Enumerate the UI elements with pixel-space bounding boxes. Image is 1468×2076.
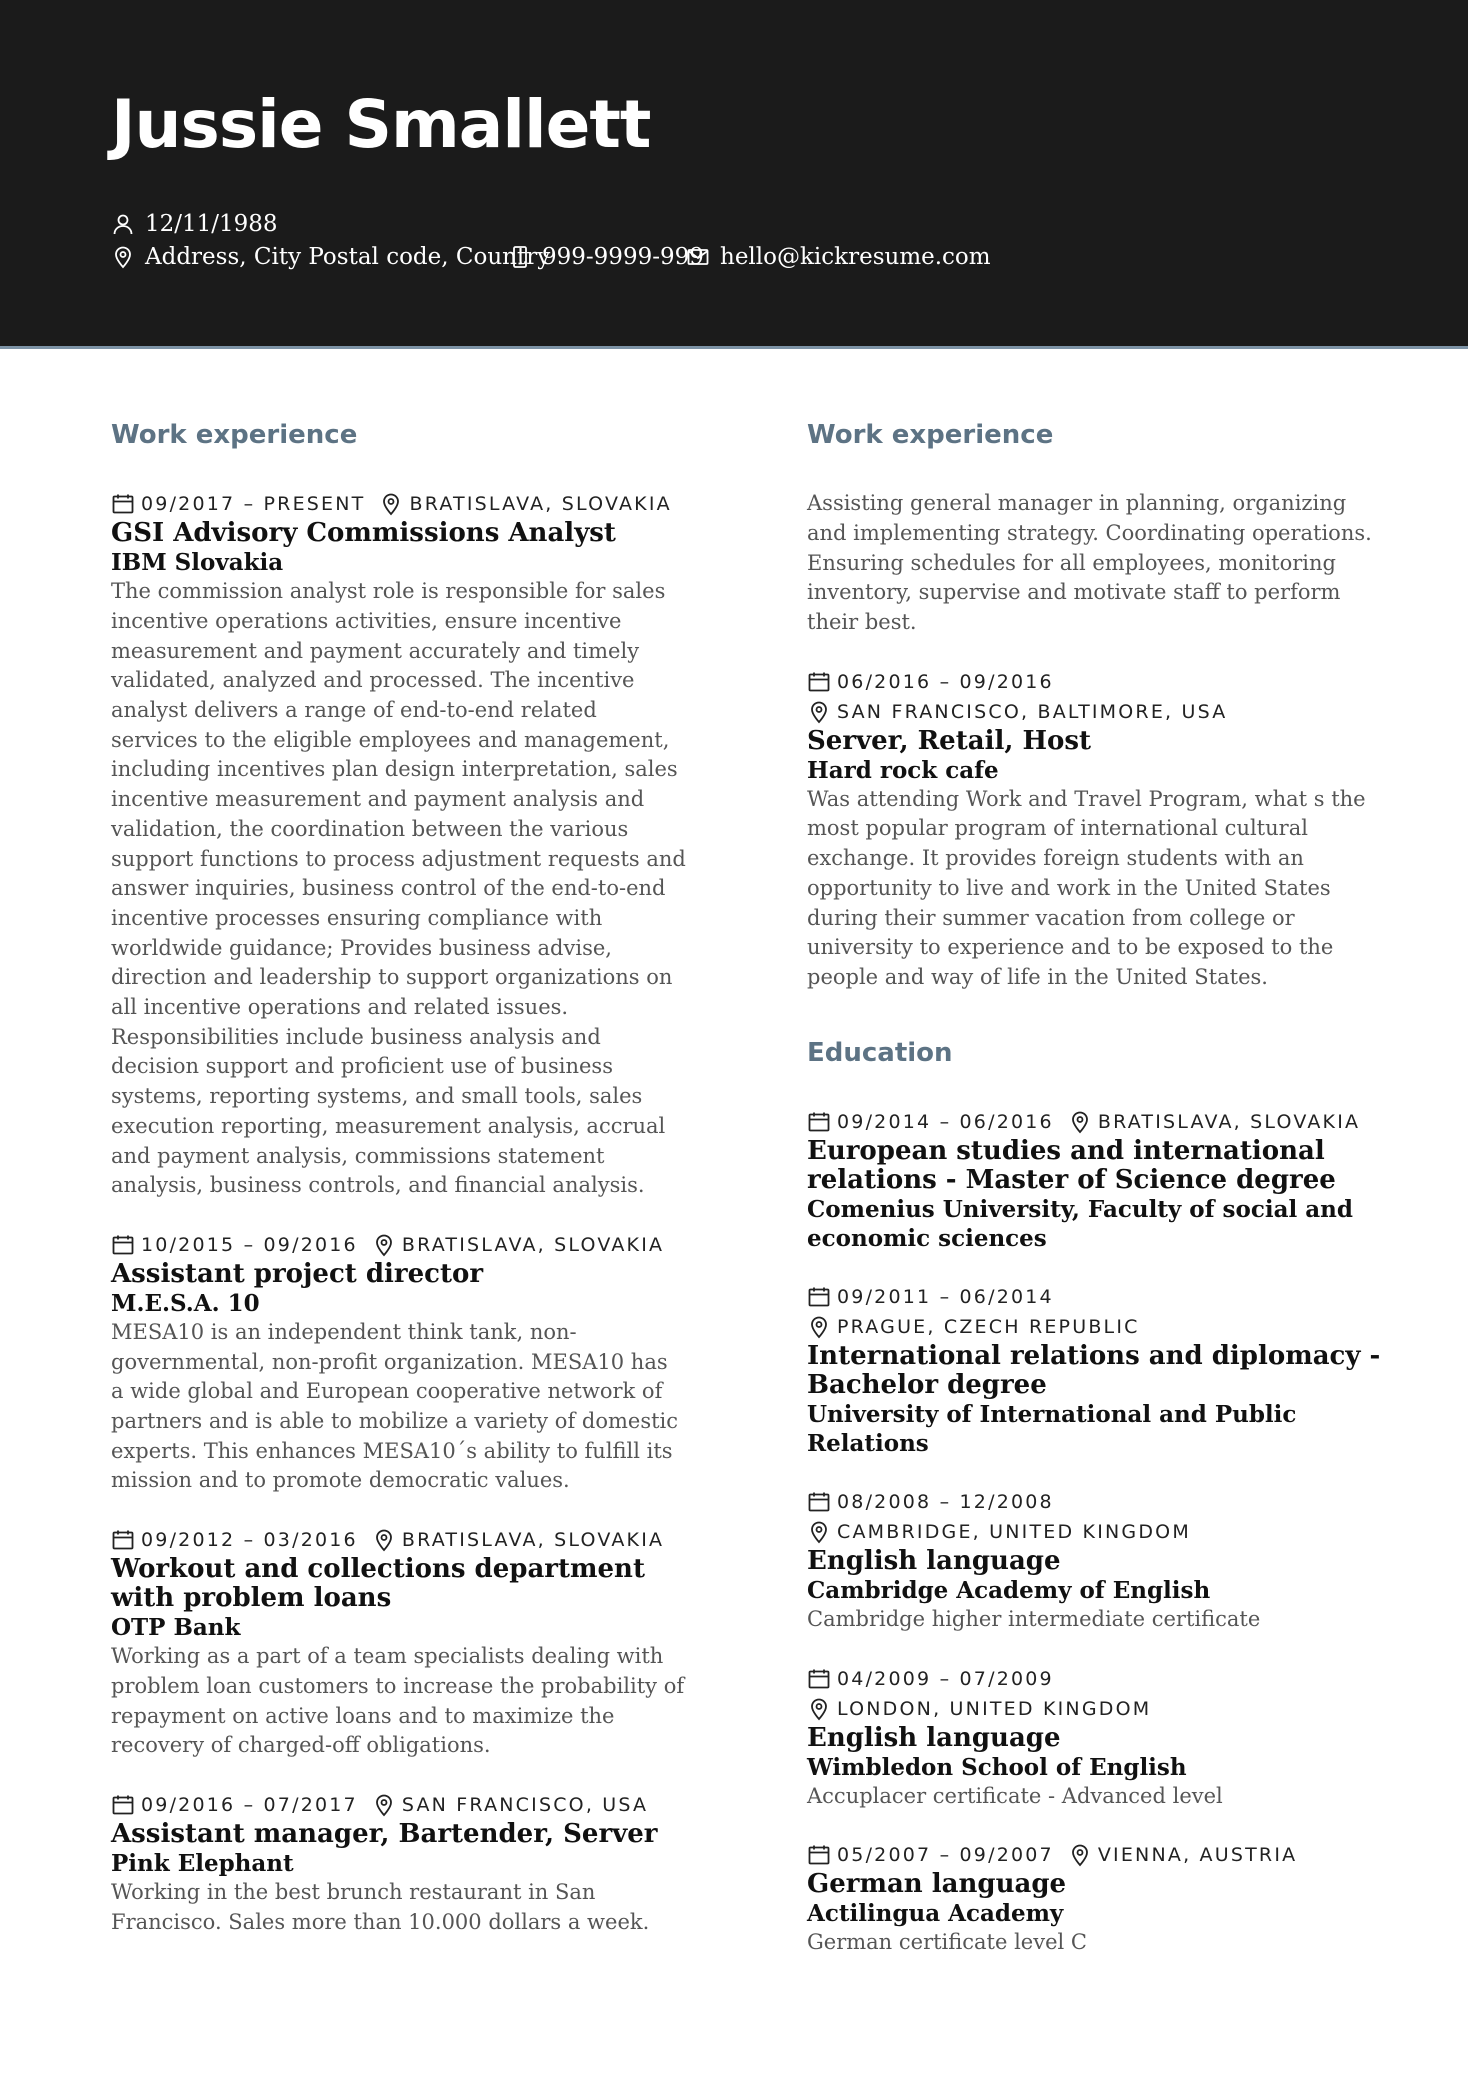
calendar-icon xyxy=(807,1490,831,1514)
entry-location-group xyxy=(1068,1840,1297,1870)
entry-description: Cambridge higher intermediate certificate xyxy=(807,1606,1261,1631)
entry-meta xyxy=(807,667,1387,727)
entry-dates-group xyxy=(807,1840,1054,1870)
entry-location-group xyxy=(372,1230,664,1260)
entry xyxy=(807,1282,1387,1458)
entry-organization: Hard rock cafe xyxy=(807,756,999,784)
entry-meta xyxy=(111,1790,686,1820)
entry-location: SAN FRANCISCO, BALTIMORE, USA xyxy=(837,700,1228,723)
entry-dates: 09/2016 – 07/2017 xyxy=(141,1793,358,1816)
entry-location-group xyxy=(1068,1107,1360,1137)
right-column xyxy=(807,420,1387,1987)
candidate-name: Jussie Smallett xyxy=(111,86,651,163)
entry-location: CAMBRIDGE, UNITED KINGDOM xyxy=(837,1520,1191,1543)
location-pin-icon xyxy=(111,245,135,269)
entry-description: German certificate level C xyxy=(807,1930,1087,1955)
entry-description: The commission analyst role is responsible for sales incentive operations activities, ensure incentive measurement and payment accurately and timely validated, analyzed and processed. The incentive analyst delivers a range of end-to-end related services to the eligible employees and management, including incentives plan design interpretation, sales incentive measurement and payment analysis and validation, the coordination between the various support functions to process adjustment requests and answer inquiries, business control of the end-to-end incentive processes ensuring compliance with worldwide guidance; Provides business advise, direction and leadership to support organizations on all incentive operations and related issues. Responsibilities include business analysis and decision support and proficient use of business systems, reporting systems, and small tools, sales execution reporting, measurement analysis, accrual and payment analysis, commissions statement analysis, business controls, and financial analysis. xyxy=(111,579,686,1198)
entry-organization: Actilingua Academy xyxy=(807,1900,1064,1928)
birthdate-row xyxy=(111,211,278,237)
education-heading: Education xyxy=(807,1037,953,1068)
email-row xyxy=(686,244,991,270)
entry-dates: 06/2016 – 09/2016 xyxy=(837,670,1054,693)
entry-dates-group xyxy=(111,1790,358,1820)
entry-organization: IBM Slovakia xyxy=(111,549,284,577)
entry-dates: 09/2014 – 06/2016 xyxy=(837,1110,1054,1133)
entry xyxy=(111,1525,686,1761)
calendar-icon xyxy=(111,1793,135,1817)
entry-dates-group xyxy=(111,1230,358,1260)
header-band xyxy=(0,0,1468,346)
calendar-icon xyxy=(111,1233,135,1257)
entry-dates: 09/2017 – PRESENT xyxy=(141,493,366,516)
entry-description: Working in the best brunch restaurant in San Francisco. Sales more than 10.000 dollars a week. xyxy=(111,1879,650,1934)
entry-title: Assistant manager, Bartender, Server xyxy=(111,1818,658,1849)
entry xyxy=(807,1664,1387,1812)
entry xyxy=(111,489,686,1201)
entry-location: BRATISLAVA, SLOVAKIA xyxy=(409,493,672,516)
location-pin-icon xyxy=(1068,1843,1092,1867)
entry-meta xyxy=(111,489,686,519)
entry-meta xyxy=(807,1107,1387,1137)
address-row xyxy=(111,244,550,270)
entry-organization: M.E.S.A. 10 xyxy=(111,1289,260,1317)
entry-location: PRAGUE, CZECH REPUBLIC xyxy=(837,1315,1140,1338)
entry-location: BRATISLAVA, SLOVAKIA xyxy=(1097,1110,1361,1133)
entry-meta xyxy=(807,1664,1387,1724)
entry-location: LONDON, UNITED KINGDOM xyxy=(837,1697,1152,1720)
location-pin-icon xyxy=(807,700,831,724)
location-pin-icon xyxy=(372,1528,396,1552)
mail-icon xyxy=(686,245,710,269)
entry-title: German language xyxy=(807,1869,1067,1900)
entry-meta xyxy=(807,1840,1387,1870)
entry-dates-group xyxy=(807,667,1054,697)
entry xyxy=(807,1107,1387,1253)
location-pin-icon xyxy=(379,492,403,516)
location-pin-icon xyxy=(807,1520,831,1544)
entry-organization: OTP Bank xyxy=(111,1614,241,1642)
entry-location-group xyxy=(807,1517,1191,1547)
location-pin-icon xyxy=(807,1315,831,1339)
phone-icon xyxy=(508,245,532,269)
location-pin-icon xyxy=(372,1233,396,1257)
birthdate: 12/11/1988 xyxy=(145,211,278,237)
entry-organization: Comenius University, Faculty of social and economic sciences xyxy=(807,1195,1353,1252)
entry xyxy=(807,1840,1387,1958)
entry-meta xyxy=(807,1282,1387,1342)
entry xyxy=(111,1790,686,1937)
entry-dates: 09/2011 – 06/2014 xyxy=(837,1285,1054,1308)
entry-dates-group xyxy=(807,1107,1054,1137)
entry-title: Assistant project director xyxy=(111,1258,484,1289)
entry-dates-group xyxy=(807,1282,1054,1312)
section-gap xyxy=(807,993,1387,1038)
address: Address, City Postal code, Country xyxy=(145,244,551,270)
phone-row xyxy=(508,244,704,270)
calendar-icon xyxy=(111,492,135,516)
entry-dates-group xyxy=(807,1487,1054,1517)
entry-dates: 09/2012 – 03/2016 xyxy=(141,1529,358,1552)
work-experience-heading: Work experience xyxy=(111,420,358,450)
location-pin-icon xyxy=(1068,1110,1092,1134)
entry-location: VIENNA, AUSTRIA xyxy=(1097,1844,1298,1867)
entry-dates: 05/2007 – 09/2007 xyxy=(837,1844,1054,1867)
entry-title: GSI Advisory Commissions Analyst xyxy=(111,518,616,549)
header-divider xyxy=(0,346,1468,349)
entry-dates: 10/2015 – 09/2016 xyxy=(141,1233,358,1256)
work-experience-continued-heading: Work experience xyxy=(807,420,1054,450)
entry-dates: 08/2008 – 12/2008 xyxy=(837,1490,1054,1513)
entry xyxy=(807,1487,1387,1635)
entry-dates-group xyxy=(807,1664,1054,1694)
calendar-icon xyxy=(807,1667,831,1691)
calendar-icon xyxy=(807,1110,831,1134)
calendar-icon xyxy=(111,1528,135,1552)
entry-dates-group xyxy=(111,489,365,519)
location-pin-icon xyxy=(372,1793,396,1817)
entry-location: BRATISLAVA, SLOVAKIA xyxy=(401,1233,665,1256)
location-pin-icon xyxy=(807,1697,831,1721)
work-intro-description: Assisting general manager in planning, organizing and implementing strategy. Coordinating operations. Ensuring schedules for all employees, monitoring inventory, supervise and motivate staff to perform their best. xyxy=(807,491,1372,634)
phone: 999-9999-999 xyxy=(542,244,704,270)
entry-location: SAN FRANCISCO, USA xyxy=(401,1793,649,1816)
entry-dates-group xyxy=(111,1525,358,1555)
entry-dates: 04/2009 – 07/2009 xyxy=(837,1667,1054,1690)
entry-location-group xyxy=(379,489,671,519)
entry-location-group xyxy=(807,1694,1151,1724)
entry-description: Was attending Work and Travel Program, what s the most popular program of international cultural exchange. It provides foreign students with an opportunity to live and work in the United States during their summer vacation from college or university to experience and to be exposed to the people and way of life in the United States. xyxy=(807,786,1366,989)
entry-description: Accuplacer certificate - Advanced level xyxy=(807,1783,1223,1808)
entry-location-group xyxy=(372,1525,664,1555)
entry-title: European studies and international relations - Master of Science degree xyxy=(807,1135,1336,1195)
email[interactable]: hello@kickresume.com xyxy=(720,244,991,270)
entry-description: Working as a part of a team specialists dealing with problem loan customers to increase the probability of repayment on active loans and to maximize the recovery of charged-off obligations. xyxy=(111,1644,685,1758)
entry-title: Workout and collections department with problem loans xyxy=(111,1554,645,1614)
entry-location-group xyxy=(807,1312,1140,1342)
left-column xyxy=(111,420,686,1966)
entry-location: BRATISLAVA, SLOVAKIA xyxy=(401,1529,665,1552)
entry-title: English language xyxy=(807,1545,1061,1576)
entry-description: MESA10 is an independent think tank, non-governmental, non-profit organization. MESA10 has a wide global and European cooperative network of partners and is able to mobilize a variety of domestic experts. This enhances MESA10´s ability to fulfill its mission and to promote democratic values. xyxy=(111,1319,679,1493)
calendar-icon xyxy=(807,670,831,694)
entry-title: Server, Retail, Host xyxy=(807,725,1091,756)
entry-organization: Wimbledon School of English xyxy=(807,1753,1187,1781)
calendar-icon xyxy=(807,1285,831,1309)
entry-meta xyxy=(807,1487,1387,1547)
entry-title: English language xyxy=(807,1722,1061,1753)
entry-title: International relations and diplomacy - Bachelor degree xyxy=(807,1340,1381,1400)
entry xyxy=(807,667,1387,993)
entry xyxy=(111,1230,686,1496)
calendar-icon xyxy=(807,1843,831,1867)
entry-location-group xyxy=(807,697,1227,727)
entry-location-group xyxy=(372,1790,648,1820)
entry-organization: University of International and Public Relations xyxy=(807,1400,1297,1457)
entry-meta xyxy=(111,1230,686,1260)
entry-organization: Pink Elephant xyxy=(111,1849,294,1877)
entry-meta xyxy=(111,1525,686,1555)
entry-organization: Cambridge Academy of English xyxy=(807,1576,1211,1604)
person-icon xyxy=(111,212,135,236)
